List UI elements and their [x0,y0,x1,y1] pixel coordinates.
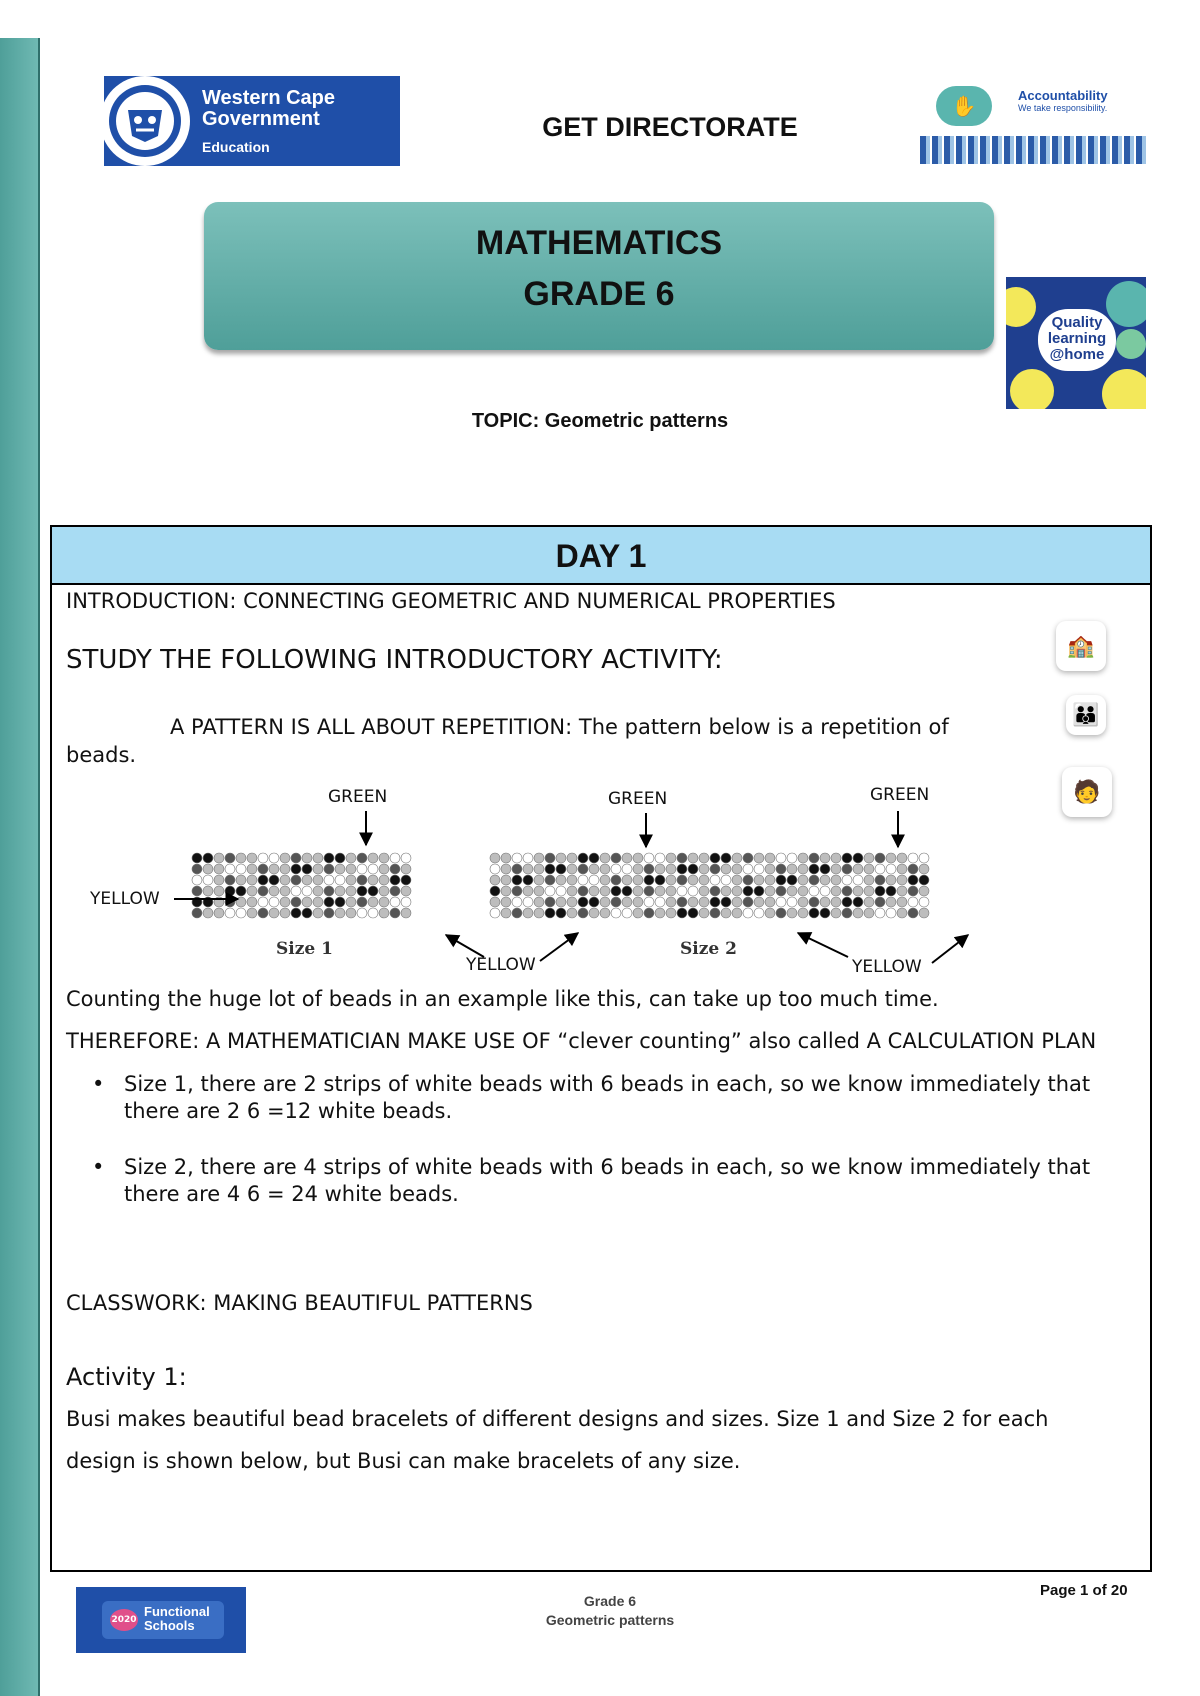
counting-text: Counting the huge lot of beads in an example like this, can take up too much time. [66,987,939,1011]
activity-heading: Activity 1: [66,1363,187,1391]
accountability-logo [920,80,1148,168]
left-margin-bar [0,38,40,1696]
footer-center [500,1592,720,1630]
classroom-icon: 🏫 [1056,621,1106,671]
arrow-yellow-2b [540,933,578,961]
size-1-bracelet [192,853,411,918]
arrow-yellow-3b [932,935,968,963]
hand-icon: ✋ [936,86,992,126]
label-yellow-2: YELLOW [466,955,536,975]
qlh-line1: Quality [1051,314,1103,331]
directorate-heading: GET DIRECTORATE [542,112,798,142]
student-icon: 🧑 [1062,767,1112,817]
busi-text-line2: design is shown below, but Busi can make bracelets of any size. [66,1449,741,1473]
footer-grade: Grade 6 [583,1593,637,1609]
accountability-title: Accountability [1018,88,1108,103]
topic-line: TOPIC: Geometric patterns [471,410,729,432]
arrow-yellow-3a [798,933,848,957]
bullet-size-2-line1: • Size 2, there are 4 strips of white beads with 6 beads in each, so we know immediately that [124,1155,1091,1179]
grade-title: GRADE 6 [523,275,675,313]
study-heading: STUDY THE FOLLOWING INTRODUCTORY ACTIVITY: [66,645,723,675]
label-size-2: Size 2 [680,939,737,959]
page-number: Page 1 of 20 [1040,1582,1128,1599]
bullet-size-2 [124,1154,1134,1208]
label-green-3: GREEN [870,785,930,805]
size-2-bracelet [490,853,929,918]
crest-icon [100,76,190,166]
qlh-line2: learning [1047,329,1107,347]
label-yellow-3: YELLOW [852,957,922,977]
logo-line1: Western Cape [202,86,336,109]
subject-title: MATHEMATICS [475,224,723,262]
therefore-text: THEREFORE: A MATHEMATICIAN MAKE USE OF “clever counting” also called A CALCULATION PLAN [66,1029,1097,1053]
bullet-size-1-line1: • Size 1, there are 2 strips of white beads with 6 beads in each, so we know immediately that [124,1072,1091,1096]
quality-learning-home-badge [1006,277,1146,409]
bullet-size-1-line2: there are 2 6 =12 white beads. [124,1099,453,1123]
day-1-section [50,525,1152,1572]
qlh-line3: @home [1049,345,1105,363]
accountability-subtitle: We take responsibility. [1018,103,1108,113]
functional-schools-line2: Schools [144,1617,195,1633]
label-green-2: GREEN [608,789,668,809]
classwork-heading: CLASSWORK: MAKING BEAUTIFUL PATTERNS [66,1291,533,1315]
footer-topic: Geometric patterns [545,1612,675,1628]
bullet-size-2-line2: there are 4 6 = 24 white beads. [124,1182,459,1206]
western-cape-government-logo [104,76,400,166]
label-size-1: Size 1 [276,939,333,959]
label-yellow-1: YELLOW [90,889,160,909]
pattern-statement: A PATTERN IS ALL ABOUT REPETITION: The pattern below is a repetition of [170,715,949,739]
pattern-statement-cont: beads. [66,743,137,767]
functional-schools-line1: Functional [144,1604,210,1619]
logo-line2: Government [202,107,320,130]
functional-schools-logo [76,1587,246,1653]
busi-text-line1: Busi makes beautiful bead bracelets of different designs and sizes. Size 1 and Size 2 for each [66,1407,1049,1431]
day-heading: DAY 1 [52,527,1150,585]
accountability-band [920,136,1148,164]
title-banner [204,202,994,350]
label-green-1: GREEN [328,787,388,807]
bullet-size-1 [124,1071,1134,1125]
arrow-yellow-2a [446,935,484,957]
bead-pattern-figure [52,767,1150,987]
logo-line3: Education [202,138,270,155]
functional-schools-badge: 2020 [110,1609,138,1631]
parent-child-icon: 👪 [1066,695,1106,735]
introduction-heading: INTRODUCTION: CONNECTING GEOMETRIC AND NUMERICAL PROPERTIES [66,589,836,613]
